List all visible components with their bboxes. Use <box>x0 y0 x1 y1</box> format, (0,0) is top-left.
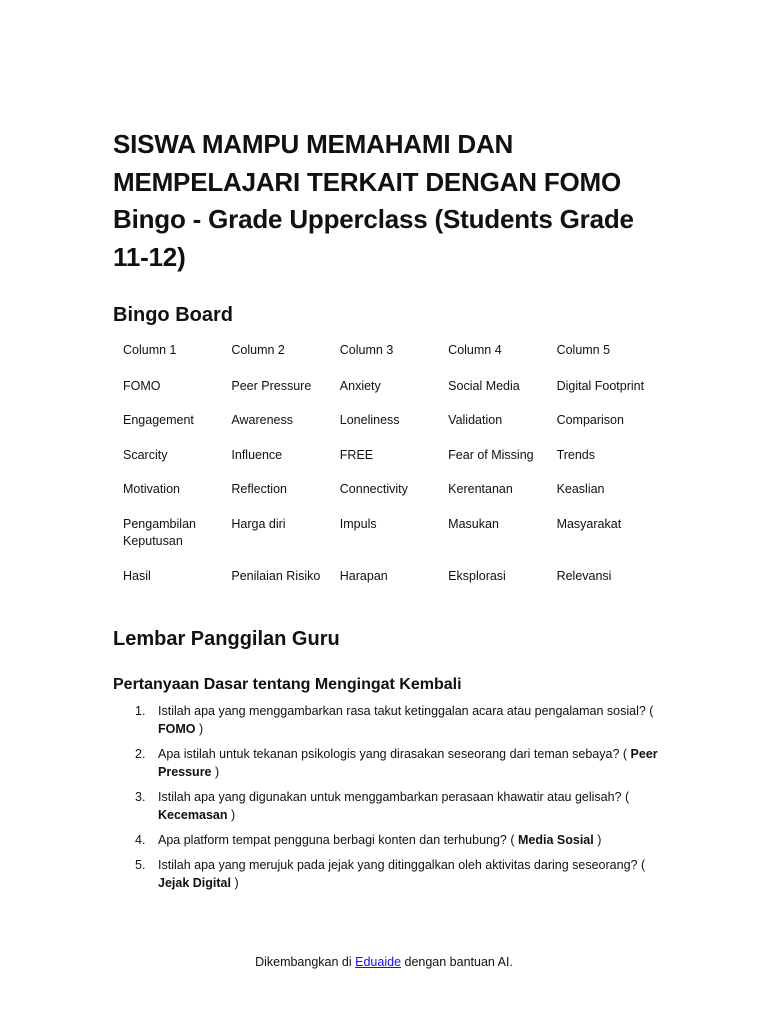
bingo-cell: Anxiety <box>339 378 381 393</box>
list-item <box>113 856 658 892</box>
column-header: Column 5 <box>556 343 611 357</box>
bingo-cell: Eksplorasi <box>448 568 506 583</box>
bingo-cell: Comparison <box>556 413 624 427</box>
bingo-cell: Influence <box>231 447 283 462</box>
bingo-cell: Fear of Missing <box>448 447 534 462</box>
questions-list <box>113 702 658 892</box>
bingo-cell: Hasil <box>123 568 151 583</box>
question-text: Apa platform tempat pengguna berbagi konten dan terhubung? ( <box>158 833 515 847</box>
bingo-cell: Social Media <box>448 378 520 393</box>
list-number: 4. <box>135 833 146 847</box>
bingo-cell: Impuls <box>339 516 377 531</box>
question-answer: FOMO <box>158 722 196 736</box>
bingo-cell: FOMO <box>123 378 161 393</box>
question-close: ) <box>597 833 602 847</box>
bingo-cell: Awareness <box>231 413 293 427</box>
bingo-board-table <box>113 336 655 596</box>
table-row <box>113 372 655 407</box>
teacher-sheet-heading: Lembar Panggilan Guru <box>113 628 340 650</box>
bingo-cell: Validation <box>448 413 503 427</box>
list-item <box>113 831 658 849</box>
footer-suffix: dengan bantuan AI. <box>404 955 513 969</box>
title-line: 11-12) <box>113 241 186 272</box>
question-close: ) <box>230 808 236 822</box>
column-header: Column 2 <box>231 343 285 357</box>
bingo-cell: Reflection <box>231 482 287 496</box>
bingo-cell: Penilaian Risiko <box>231 568 321 583</box>
bingo-cell: Motivation <box>123 482 180 496</box>
title-line: MEMPELAJARI TERKAIT DENGAN FOMO <box>113 166 622 197</box>
bingo-cell: Masyarakat <box>556 516 622 531</box>
bingo-cell-free: FREE <box>339 447 374 462</box>
bingo-cell: Loneliness <box>339 413 400 427</box>
footer <box>0 953 768 971</box>
eduaide-link[interactable]: Eduaide <box>355 955 402 969</box>
question-close: ) <box>215 765 220 779</box>
bingo-cell: Harga diri <box>231 516 286 531</box>
question-answer: Peer Pressure <box>158 747 658 779</box>
column-header: Column 1 <box>123 343 177 357</box>
bingo-cell: Harapan <box>339 568 388 583</box>
bingo-cell: Trends <box>556 447 596 462</box>
bingo-cell: Engagement <box>123 413 194 427</box>
question-close: ) <box>198 722 204 736</box>
table-row <box>113 406 655 441</box>
document-title <box>113 126 658 276</box>
question-text: Istilah apa yang menggambarkan rasa takut ketinggalan acara atau pengalaman sosial? ( <box>158 704 654 718</box>
question-text: Apa istilah untuk tekanan psikologis yang dirasakan seseorang dari teman sebaya? ( <box>158 747 628 761</box>
list-number: 2. <box>135 747 146 761</box>
bingo-cell: Scarcity <box>123 447 168 462</box>
bingo-cell: Keaslian <box>556 482 605 496</box>
list-item <box>113 745 658 781</box>
title-line: Bingo - Grade Upperclass (Students Grade <box>113 204 634 234</box>
table-row <box>113 441 655 476</box>
question-text: Istilah apa yang merujuk pada jejak yang ditinggalkan oleh aktivitas daring seseorang? ( <box>158 858 646 872</box>
list-number: 5. <box>135 858 146 872</box>
column-header: Column 3 <box>339 343 394 357</box>
bingo-cell: Digital Footprint <box>556 378 645 393</box>
table-row <box>113 562 655 597</box>
question-close: ) <box>234 876 239 890</box>
list-number: 1. <box>135 704 146 718</box>
bingo-cell: Connectivity <box>339 482 408 496</box>
column-header: Column 4 <box>448 343 502 357</box>
question-answer: Kecemasan <box>158 808 228 822</box>
question-answer: Media Sosial <box>518 833 594 847</box>
bingo-cell: Peer Pressure <box>231 378 312 393</box>
question-answer: Jejak Digital <box>158 876 231 890</box>
table-header-row <box>113 336 655 372</box>
list-number: 3. <box>135 790 146 804</box>
bingo-cell: Masukan <box>448 516 499 531</box>
question-text: Istilah apa yang digunakan untuk menggambarkan perasaan khawatir atau gelisah? ( <box>158 790 630 804</box>
bingo-cell: Relevansi <box>556 568 612 583</box>
bingo-board-heading: Bingo Board <box>113 304 233 326</box>
list-item <box>113 788 658 824</box>
list-item <box>113 702 658 738</box>
bingo-cell: Kerentanan <box>448 482 513 496</box>
footer-prefix: Dikembangkan di <box>255 955 352 969</box>
document-page <box>113 126 658 899</box>
table-row <box>113 510 655 562</box>
table-row <box>113 475 655 510</box>
title-line: SISWA MAMPU MEMAHAMI DAN <box>113 129 514 159</box>
questions-heading: Pertanyaan Dasar tentang Mengingat Kembali <box>113 676 462 693</box>
bingo-cell: Pengambilan Keputusan <box>123 516 196 548</box>
